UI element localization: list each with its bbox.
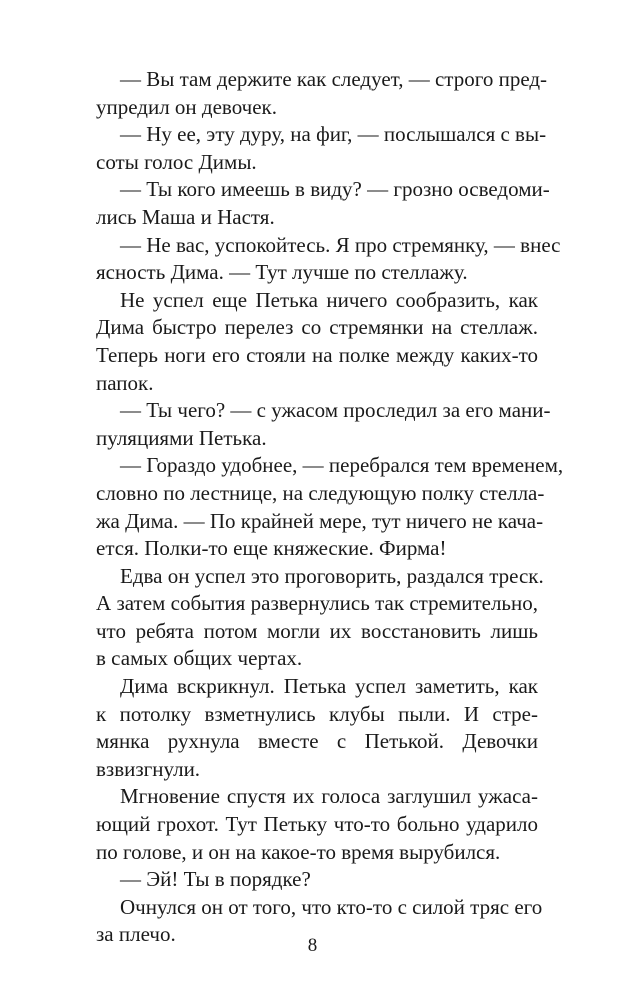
text-line: Теперь ноги его стояли на полке между каких-то xyxy=(96,342,538,367)
page-body xyxy=(96,66,564,949)
text-line: по голове, и он на какое-то время вырубился. xyxy=(96,839,501,864)
text-line: Едва он успел это проговорить, раздался треск. xyxy=(120,563,544,588)
text-line: жа Дима. — По крайней мере, тут ничего не кача- xyxy=(96,508,544,533)
paragraph xyxy=(96,783,538,866)
text-line: Мгновение спустя их голоса заглушил ужаса- xyxy=(120,784,538,809)
text-line: — Ты чего? — с ужасом проследил за его мани- xyxy=(120,398,551,423)
text-line: ясность Дима. — Тут лучше по стеллажу. xyxy=(96,260,468,285)
text-line: к потолку взметнулись клубы пыли. И стре- xyxy=(96,701,538,726)
text-line: ется. Полки-то еще княжеские. Фирма! xyxy=(96,536,447,561)
text-line: лись Маша и Настя. xyxy=(96,204,275,229)
text-line: — Не вас, успокойтесь. Я про стремянку, — внес xyxy=(120,232,561,257)
text-line: — Ну ее, эту дуру, на фиг, — послышался с вы- xyxy=(120,122,547,147)
paragraph xyxy=(96,866,538,894)
text-line: мянка рухнула вместе с Петькой. Девочки xyxy=(96,729,538,754)
text-line: Очнулся он от того, что кто-то с силой тряс его xyxy=(120,894,543,919)
page-number: 8 xyxy=(307,935,318,956)
paragraph xyxy=(96,176,550,231)
text-line: — Гораздо удобнее, — перебрался тем временем, xyxy=(120,453,564,478)
text-line: — Вы там держите как следует, — строго пред- xyxy=(120,67,548,91)
paragraph xyxy=(96,397,551,452)
text-line: что ребята потом могли их восстановить лишь xyxy=(96,618,538,643)
text-line: Не успел еще Петька ничего сообразить, как xyxy=(120,287,538,312)
text-line: ющий грохот. Тут Петьку что-то больно ударило xyxy=(96,812,538,837)
paragraph xyxy=(96,66,548,121)
text-line: словно по лестнице, на следующую полку стелла- xyxy=(96,480,545,505)
text-line: в самых общих чертах. xyxy=(96,646,303,671)
text-line: Дима быстро перелез со стремянки на стеллаж. xyxy=(96,315,538,340)
text-line: пуляциями Петька. xyxy=(96,425,267,450)
text-line: за плечо. xyxy=(96,922,176,947)
text-line: — Эй! Ты в порядке? xyxy=(120,867,311,892)
paragraph xyxy=(96,563,544,673)
text-line: А затем события развернулись так стремительно, xyxy=(96,591,538,616)
text-line: папок. xyxy=(96,370,154,395)
text-line: упредил он девочек. xyxy=(96,94,277,119)
paragraph xyxy=(96,121,547,176)
text-line: взвизгнули. xyxy=(96,756,201,781)
paragraph xyxy=(96,232,561,287)
text-line: соты голос Димы. xyxy=(96,149,257,174)
paragraph xyxy=(96,673,538,783)
text-line: — Ты кого имеешь в виду? — грозно осведоми- xyxy=(120,177,550,202)
paragraph xyxy=(96,452,564,562)
text-line: Дима вскрикнул. Петька успел заметить, как xyxy=(120,674,538,699)
paragraph xyxy=(96,287,538,397)
